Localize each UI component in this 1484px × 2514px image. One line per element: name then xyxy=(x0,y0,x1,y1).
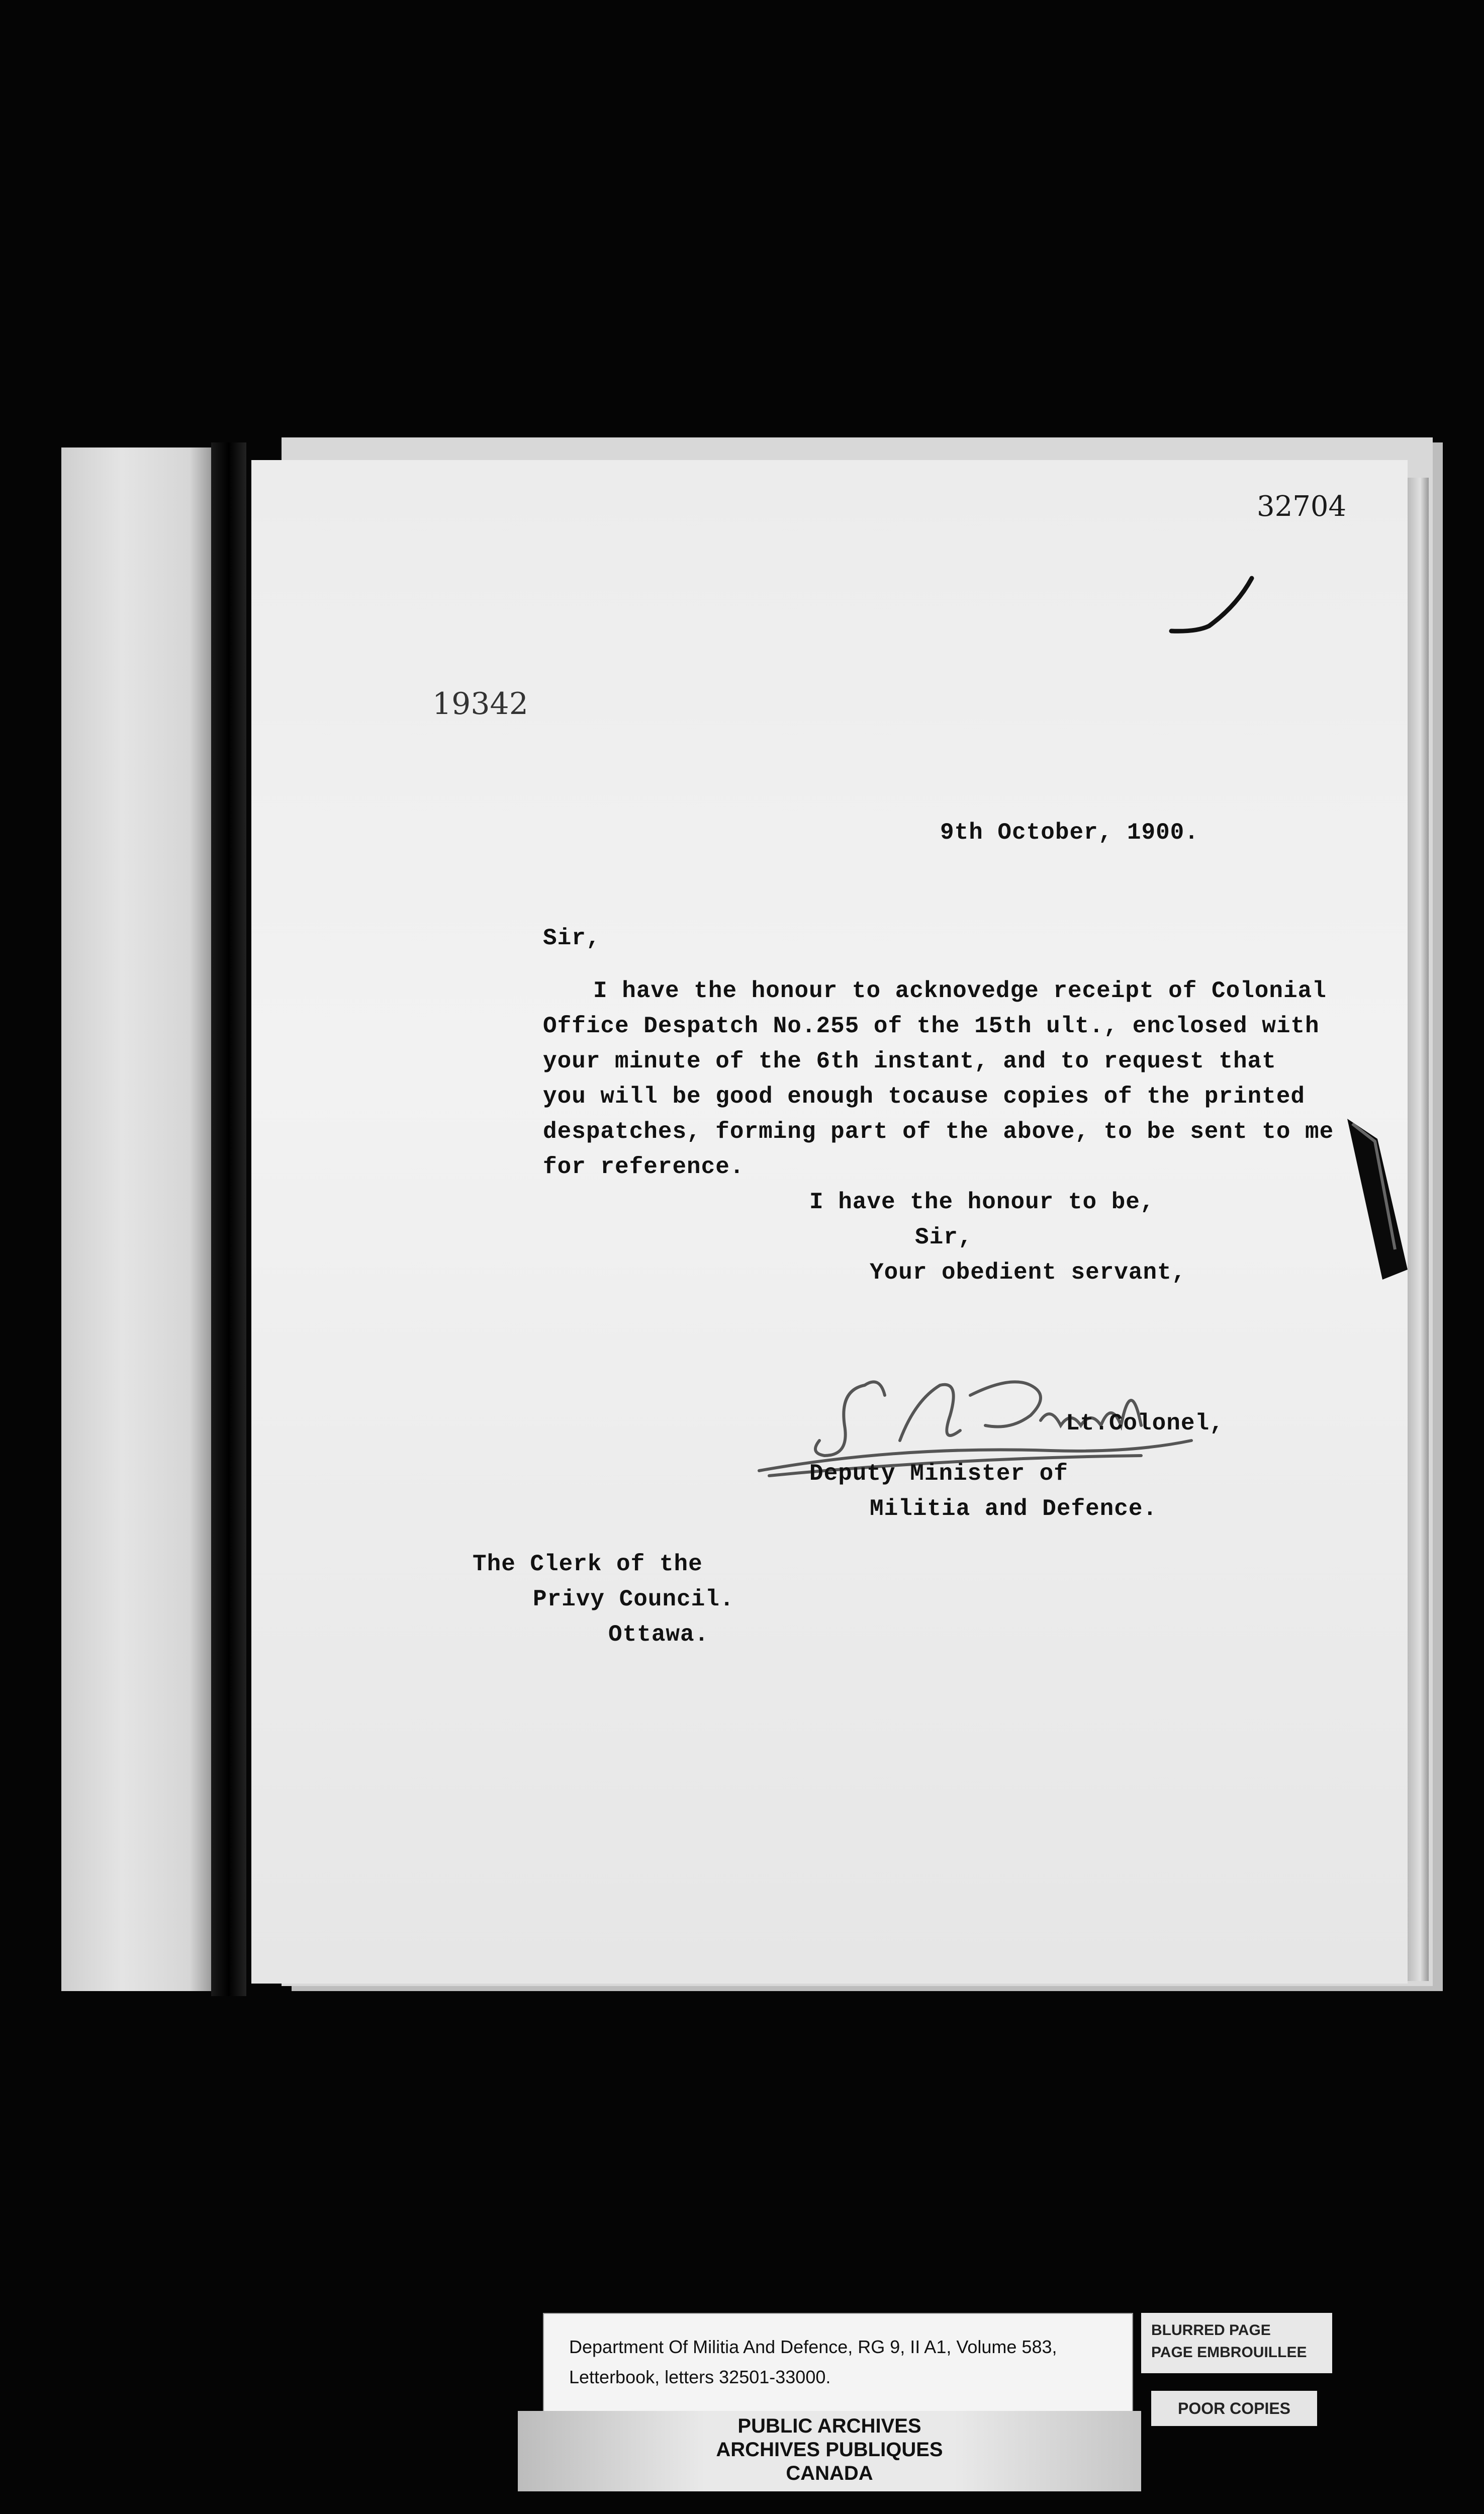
body-line-2: Office Despatch No.255 of the 15th ult., enclosed with xyxy=(543,1013,1320,1039)
addressee-line-2: Privy Council. xyxy=(533,1586,734,1612)
letter-page xyxy=(251,460,1408,1984)
pen-tip-icon xyxy=(1347,1119,1408,1280)
addressee-line-3: Ottawa. xyxy=(608,1622,709,1648)
body-line-5: despatches, forming part of the above, to be sent to me xyxy=(543,1119,1334,1145)
blurred-page-en: BLURRED PAGE xyxy=(1151,2322,1271,2339)
closing-line-3: Your obedient servant, xyxy=(870,1260,1186,1286)
body-line-1: I have the honour to acknovedge receipt of Colonial xyxy=(593,978,1327,1004)
body-line-6: for reference. xyxy=(543,1154,745,1180)
rank: Lt.Colonel, xyxy=(1066,1410,1224,1436)
body-line-3: your minute of the 6th instant, and to request that xyxy=(543,1048,1276,1074)
addressee-line-1: The Clerk of the xyxy=(473,1551,703,1577)
check-mark-icon xyxy=(1166,576,1267,641)
source-line-1: Department Of Militia And Defence, RG 9, II A1, Volume 583, xyxy=(569,2337,1057,2357)
blurred-page-fr: PAGE EMBROUILLEE xyxy=(1151,2344,1307,2361)
archives-country: CANADA xyxy=(786,2462,873,2484)
archives-fr: ARCHIVES PUBLIQUES xyxy=(716,2439,943,2461)
position-line-2: Militia and Defence. xyxy=(870,1496,1158,1522)
source-label xyxy=(543,2313,1133,2415)
book-gutter xyxy=(211,442,246,1996)
archives-en: PUBLIC ARCHIVES xyxy=(737,2415,921,2437)
left-page xyxy=(61,447,212,1991)
letter-date: 9th October, 1900. xyxy=(940,820,1199,846)
poor-copies-label: POOR COPIES xyxy=(1151,2391,1317,2426)
public-archives-label xyxy=(518,2411,1141,2491)
closing-line-1: I have the honour to be, xyxy=(809,1189,1155,1215)
source-line-2: Letterbook, letters 32501-33000. xyxy=(569,2367,831,2387)
blurred-page-label xyxy=(1141,2313,1332,2373)
body-line-4: you will be good enough tocause copies of the printed xyxy=(543,1084,1306,1110)
file-number-top: 32704 xyxy=(1257,490,1347,523)
salutation: Sir, xyxy=(543,925,601,951)
file-number-left: 19342 xyxy=(432,686,528,722)
closing-line-2: Sir, xyxy=(915,1224,973,1250)
page-edge xyxy=(1408,478,1429,1981)
position-line-1: Deputy Minister of xyxy=(809,1461,1068,1487)
